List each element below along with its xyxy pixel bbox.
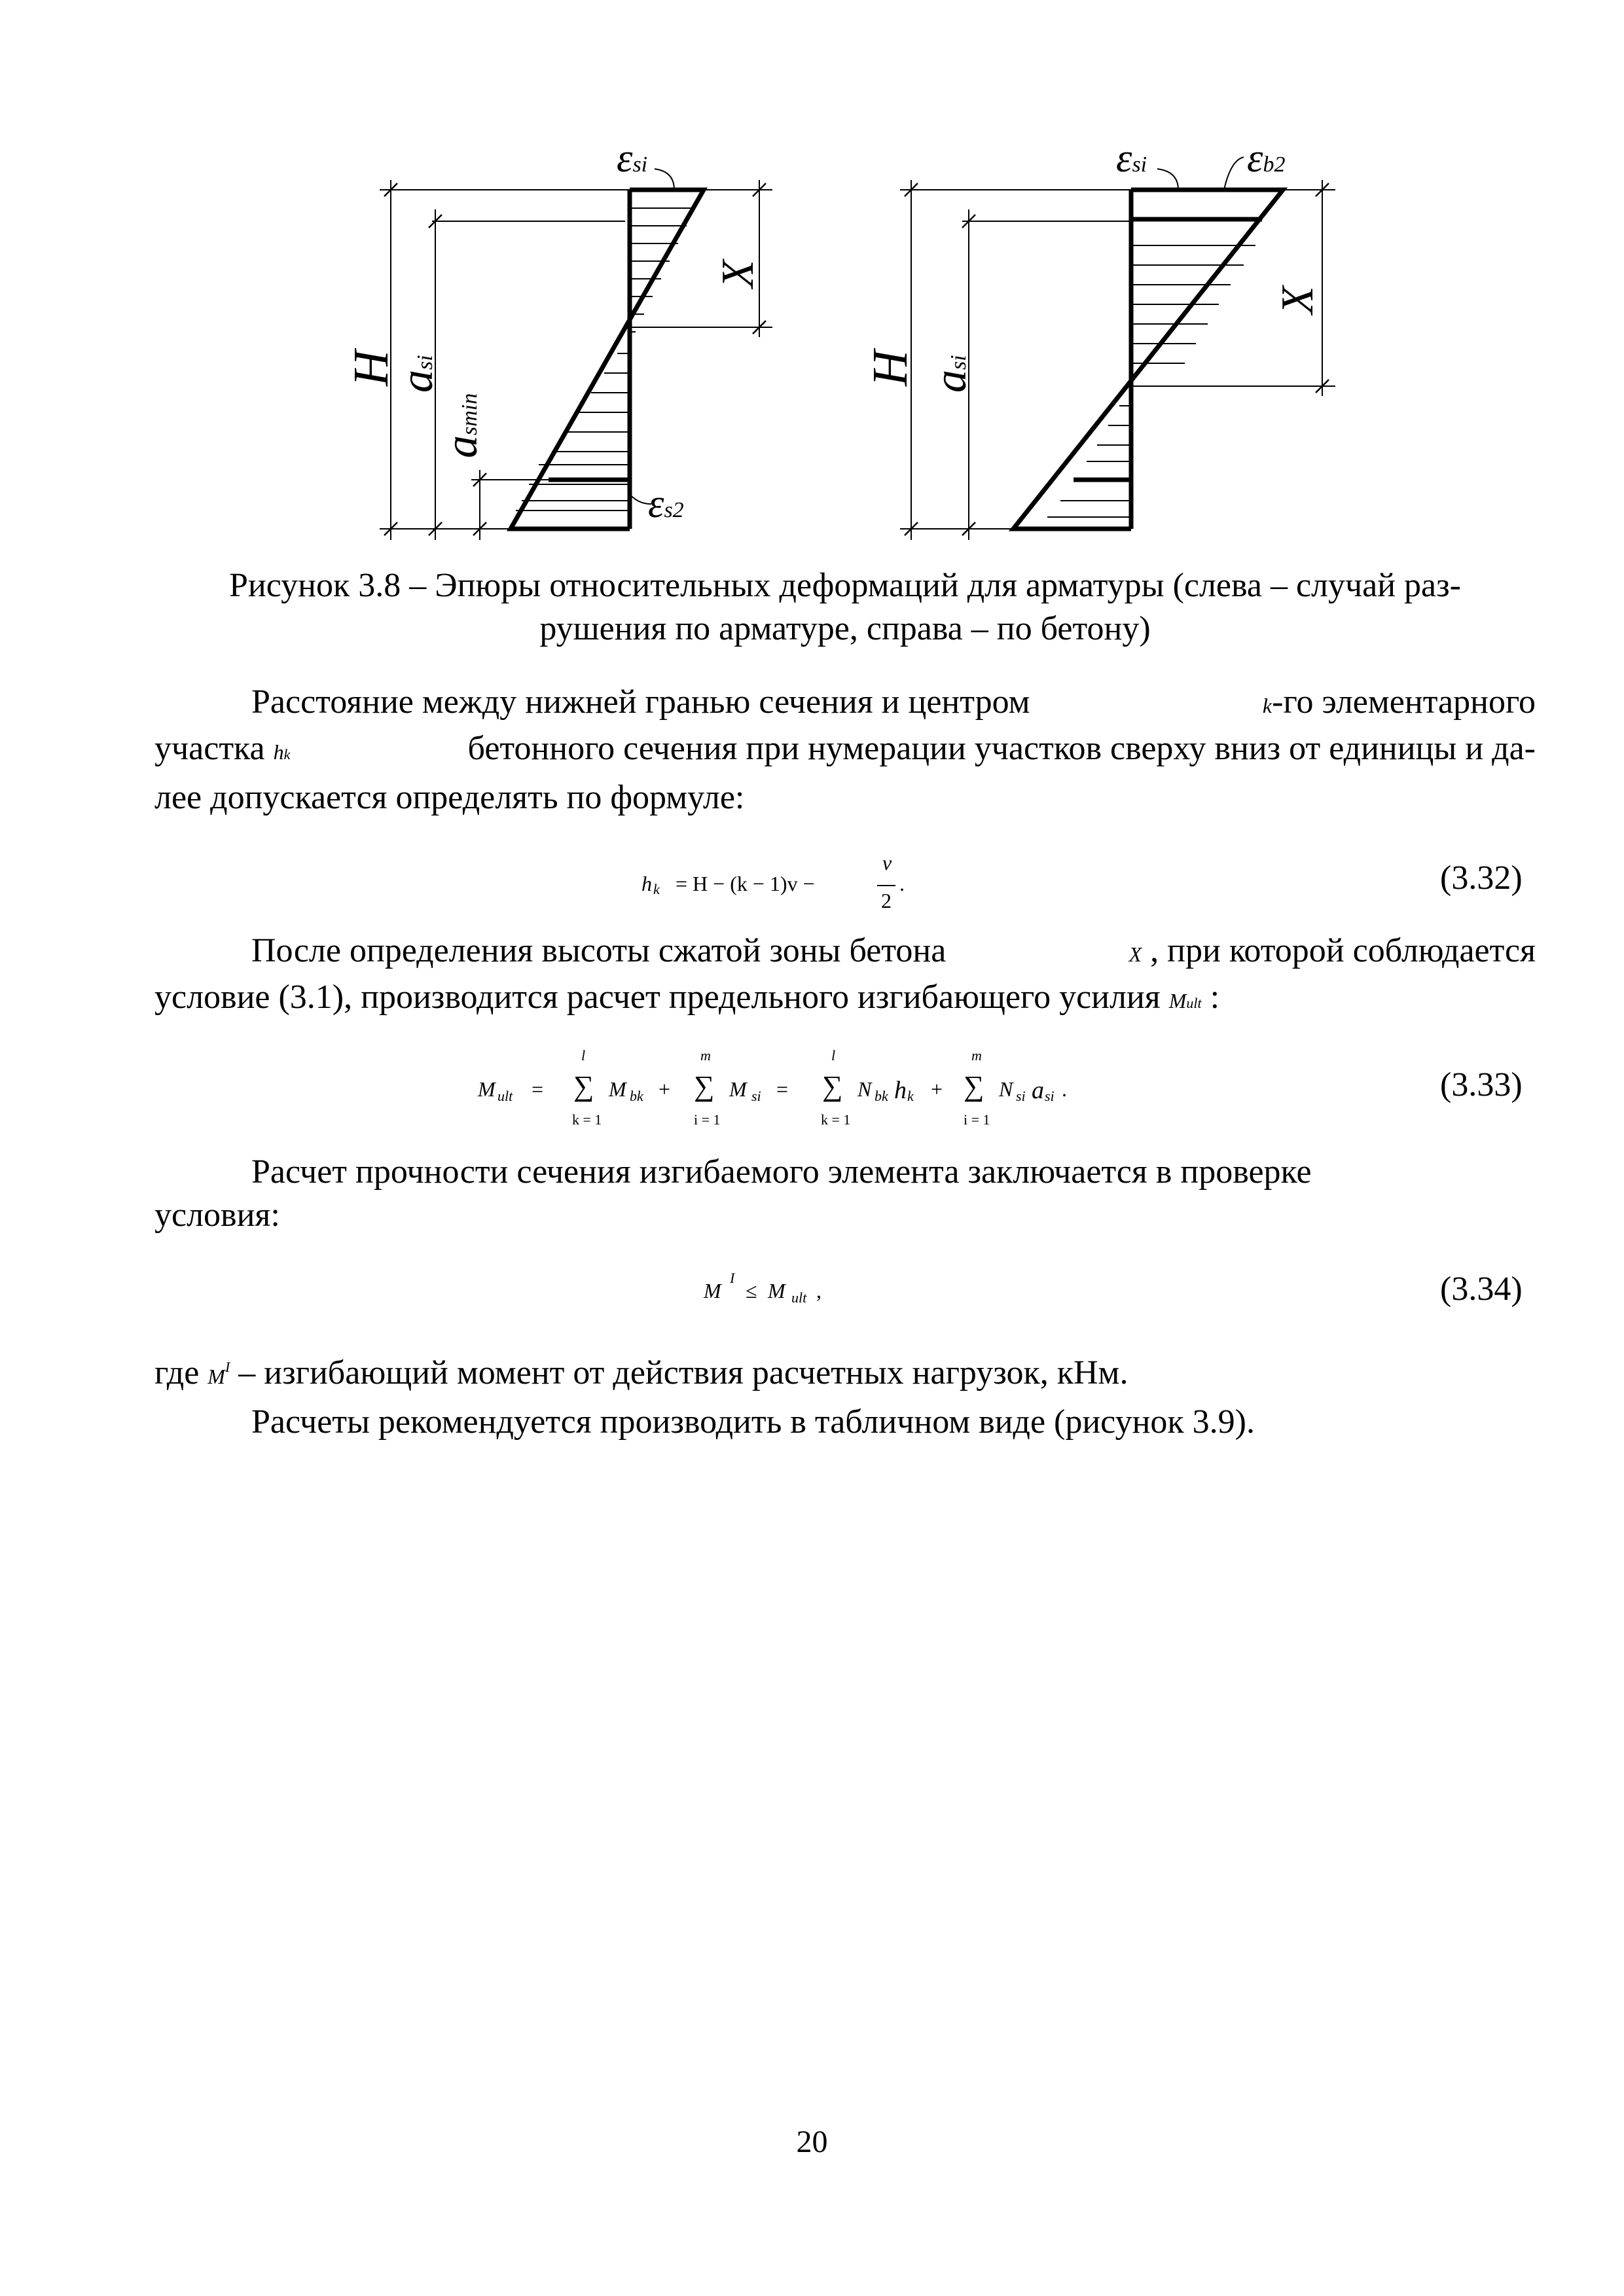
left-strain-diagram	[380, 169, 772, 540]
formula-3-34: M I ≤ M ult ,	[704, 1270, 821, 1306]
p2-line2: условие (3.1), производится расчет предельного изгибающего усилия Mult :	[154, 978, 1220, 1016]
p3-line-2: условия:	[154, 1196, 280, 1234]
figure-caption	[154, 564, 1536, 651]
formula-3-33: M ult = l ∑ k = 1 M bk + m ∑ i = 1 M si = l ∑ k = 1 N bk h k + m ∑ i = 1 N si a si .	[478, 1047, 1067, 1128]
paragraph-5: Расчеты рекомендуется производить в табличном виде (рисунок 3.9).	[251, 1403, 1255, 1441]
left-a-smin-label: asmin	[437, 393, 487, 458]
p1-line1-text-a: Расстояние между нижней гранью сечения и центром	[251, 683, 1030, 721]
right-epsilon-si-label: εsi	[1116, 136, 1147, 181]
right-a-si-label: asi	[926, 355, 976, 393]
formula-3-32: h k = H − (k − 1)v − v 2 .	[641, 851, 905, 912]
p3-line-1: Расчет прочности сечения изгибаемого элемента заключается в проверке	[251, 1153, 1312, 1191]
p2-line1-text-a: После определения высоты сжатой зоны бетона	[251, 932, 947, 969]
paragraph-4: где $M^I$ – изгибающий момент от действия расчетных нагрузок, кНм.	[154, 1354, 1128, 1391]
formula-3-34-number: (3.34)	[1440, 1270, 1523, 1308]
right-X-label: X	[1272, 286, 1323, 314]
p1-line1-text-b: k-го элементарного	[1262, 683, 1536, 721]
p2-line1-text-b: X , при которой соблюдается	[1128, 932, 1536, 969]
figure-3-8	[0, 0, 1624, 556]
p1-line3-text: лее допускается определять по формуле:	[154, 779, 745, 816]
paragraph-3	[154, 1151, 1536, 1237]
left-epsilon-si-label: εsi	[617, 136, 648, 181]
paragraph-2	[154, 929, 1536, 1025]
p1-line2-text-b: бетонного сечения при нумерации участков сверху вниз от единицы и да-	[467, 730, 1536, 767]
right-epsilon-b2-label: εb2	[1247, 136, 1286, 181]
left-X-label: X	[713, 260, 763, 288]
paragraph-1	[154, 681, 1536, 819]
p1-line2-text-a: участка hk	[154, 730, 291, 767]
right-strain-diagram	[900, 157, 1335, 540]
formula-3-33-number: (3.33)	[1440, 1066, 1523, 1103]
formula-3-32-number: (3.32)	[1440, 859, 1523, 897]
caption-line-1: Рисунок 3.8 – Эпюры относительных деформаций для арматуры (слева – случай раз-	[229, 567, 1461, 604]
page-number: 20	[796, 2125, 828, 2159]
left-H-label: H	[344, 350, 399, 386]
right-H-label: H	[863, 350, 918, 386]
caption-line-2: рушения по арматуре, справа – по бетону)	[539, 610, 1151, 647]
left-a-si-label: asi	[392, 355, 442, 393]
left-epsilon-s2-label: εs2	[648, 482, 684, 526]
